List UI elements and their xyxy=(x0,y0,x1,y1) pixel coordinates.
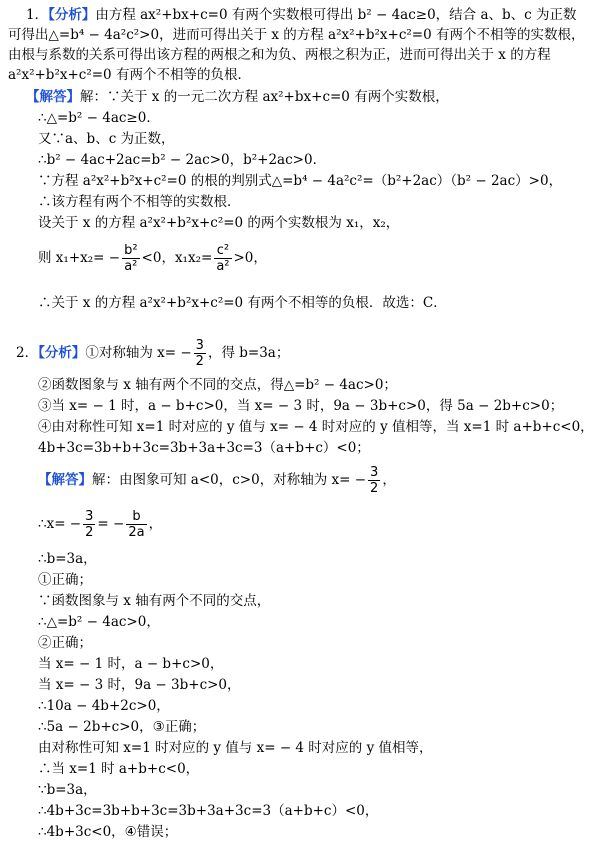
q2-answer-equation: ∴x= − $\frac{3}{2}$ = − $\frac{b}{2a}$ ， xyxy=(38,509,163,540)
q1-answer-line-1: 【解答】解：∵关于 x 的一元二次方程 ax²+bx+c=0 有两个实数根， xyxy=(26,89,449,105)
q2-answer-line: ∵函数图象与 x 轴有两个不同的交点， xyxy=(38,593,271,609)
q2-answer-line: ∴当 x=1 时 a+b+c<0， xyxy=(38,761,200,777)
q1-number: 1． xyxy=(26,7,49,23)
q2-answer-line: 当 x= − 1 时，a − b+c>0， xyxy=(38,656,224,672)
q2-answer-line: ①正确； xyxy=(38,572,92,588)
q2-number: 2． xyxy=(16,345,39,361)
q2-answer-line: ∴4b+3c=3b+b+3c=3b+3a+3c=3（a+b+c）<0， xyxy=(38,803,379,819)
fraction-b-2a: $\frac{b}{2a}$ xyxy=(128,509,145,540)
q2-analysis-line-5: 4b+3c=3b+b+3c=3b+3a+3c=3（a+b+c）<0； xyxy=(38,440,370,456)
fraction-c2-a2: $\frac{\text{c²}}{\text{a²}}$ xyxy=(216,243,230,274)
q1-analysis-line-2: 可得出△=b⁴ − 4a²c²>0，进而可得出关于 x 的方程 a²x²+b²x+c²=0 有两个不相等的实数根， xyxy=(8,27,585,43)
q1-answer-line-7: 设关于 x 的方程 a²x²+b²x+c²=0 的两个实数根为 x₁，x₂， xyxy=(38,215,400,231)
q1-answer-line-4: ∴b² − 4ac+2ac=b² − 2ac>0，b²+2ac>0． xyxy=(38,152,327,168)
q2-analysis-tag: 【分析】 xyxy=(38,345,86,361)
q2-answer-line: ∵b=3a， xyxy=(38,782,97,798)
q2-answer-line: ∴b=3a， xyxy=(38,551,97,567)
q1-analysis-tag: 【分析】 xyxy=(48,7,96,23)
q1-answer-line-2: ∴△=b² − 4ac≥0． xyxy=(38,110,160,126)
q2-answer-line: ∴5a − 2b+c>0，③正确； xyxy=(38,719,206,735)
fraction-b2-a2: $\frac{\text{b²}}{\text{a²}}$ xyxy=(124,243,138,274)
fraction-3-2: $\frac{3}{2}$ xyxy=(195,338,204,369)
fraction-3-2: $\frac{3}{2}$ xyxy=(85,509,94,540)
q2-answer-line: 由对称性可知 x=1 时对应的 y 值与 x= − 4 时对应的 y 值相等， xyxy=(38,740,433,756)
q2-answer-line: ②正确； xyxy=(38,635,92,651)
q2-analysis-line-1: 2．【分析】①对称轴为 x= − $\frac{3}{2}$ ，得 b=3a； xyxy=(16,338,290,369)
q2-answer-line: 当 x= − 3 时，9a − 3b+c>0， xyxy=(38,677,241,693)
q2-answer-line: ∴10a − 4b+2c>0， xyxy=(38,698,170,714)
q1-analysis-line-1: 1．【分析】由方程 ax²+bx+c=0 有两个实数根可得出 b² − 4ac≥0，结合 a、b、c 为正数 xyxy=(26,7,577,23)
q2-answer-line: ∴△=b² − 4ac>0， xyxy=(38,614,160,630)
q2-answer-line-1: 【解答】解：由图象可知 a<0，c>0，对称轴为 x= − $\frac{3}{2}$ ， xyxy=(38,465,396,496)
q1-answer-line-3: 又∵a、b、c 为正数， xyxy=(38,131,175,147)
q2-analysis-line-2: ②函数图象与 x 轴有两个不同的交点，得△=b² − 4ac>0； xyxy=(38,377,397,393)
q2-answer-tag: 【解答】 xyxy=(38,472,92,488)
q1-analysis-line-3: 由根与系数的关系可得出该方程的两根之和为负、两根之积为正，进而可得出关于 x 的方程 xyxy=(8,47,551,63)
fraction-3-2: $\frac{3}{2}$ xyxy=(370,465,379,496)
q1-answer-tag: 【解答】 xyxy=(26,89,80,105)
q1-conclusion: ∴关于 x 的方程 a²x²+b²x+c²=0 有两个不相等的负根．故选：C． xyxy=(38,295,447,311)
q1-vieta-line: 则 x₁+x₂= − $\frac{\text{b²}}{\text{a²}}$ <0，x₁x₂= $\frac{\text{c²}}{\text{a²}}$ >0， xyxy=(38,243,267,274)
q2-analysis-line-3: ③当 x= − 1 时，a − b+c>0，当 x= − 3 时，9a − 3b+c>0，得 5a − 2b+c>0； xyxy=(38,398,564,414)
q2-answer-line: ∴4b+3c<0，④错误； xyxy=(38,824,178,840)
q2-analysis-line-4: ④由对称性可知 x=1 时对应的 y 值与 x= − 4 时对应的 y 值相等，当 x=1 时 a+b+c<0， xyxy=(38,419,594,435)
q1-answer-line-6: ∴该方程有两个不相等的实数根． xyxy=(38,194,241,210)
q1-analysis-line-4: a²x²+b²x+c²=0 有两个不相等的负根． xyxy=(8,67,251,83)
q1-answer-line-5: ∵方程 a²x²+b²x+c²=0 的根的判别式△=b⁴ − 4a²c²=（b²+2ac）（b² − 2ac）>0， xyxy=(38,173,563,189)
